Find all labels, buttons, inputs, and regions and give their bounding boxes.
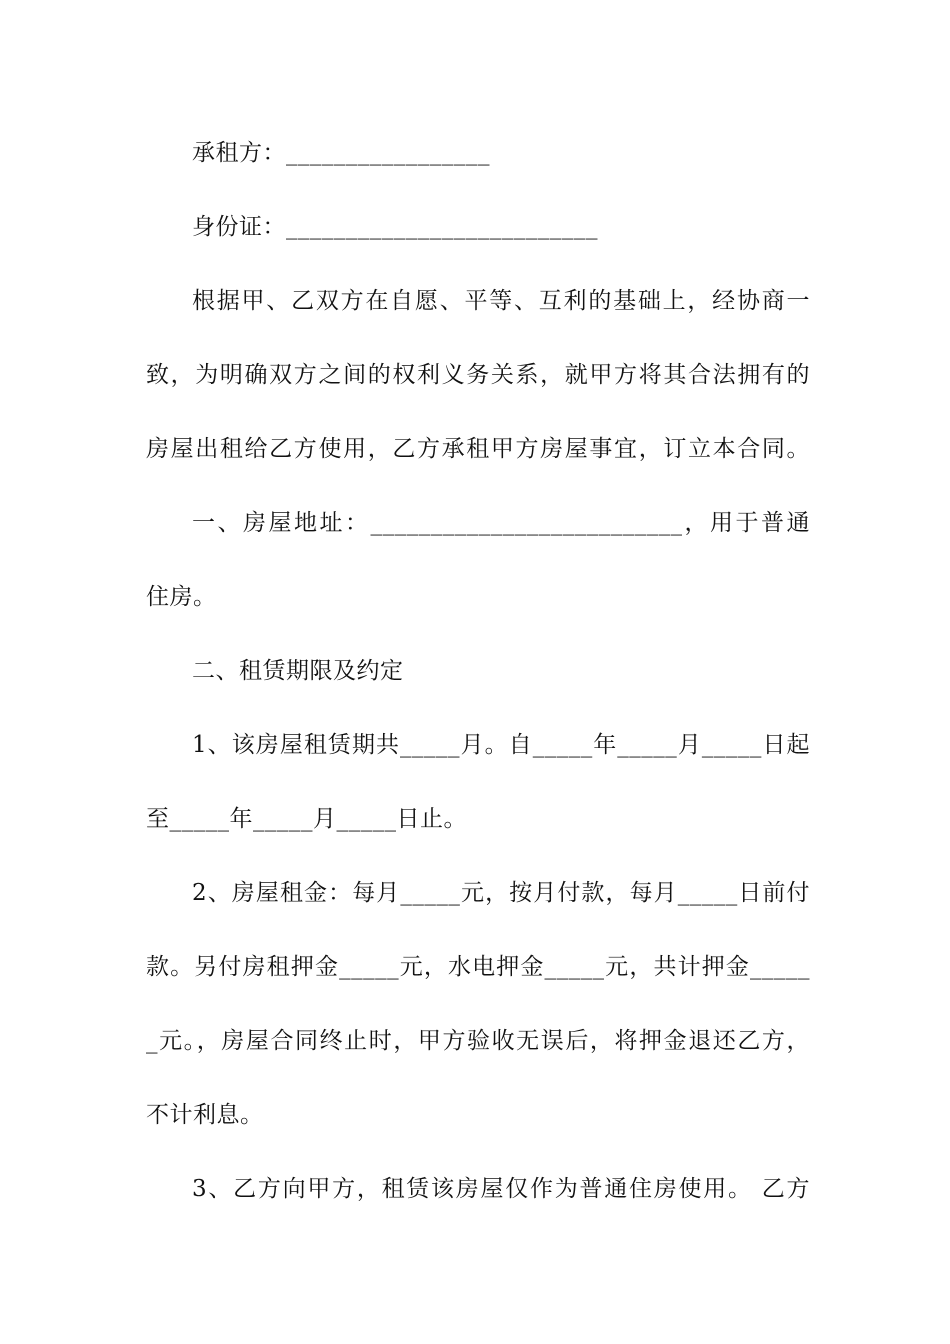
clause-1-line-1: 一、房屋地址：__________________________，用于普通	[192, 510, 810, 536]
clause-2-2-line-4: 不计利息。	[146, 1102, 264, 1128]
clause-1-line-2: 住房。	[146, 584, 217, 610]
lessee-line: 承租方：_________________	[192, 140, 490, 166]
clause-2-1-line-1: 1、该房屋租赁期共_____月。自_____年_____月_____日起	[192, 732, 810, 758]
id-card-line: 身份证：__________________________	[192, 214, 598, 240]
clause-2-2-line-2: 款。另付房租押金_____元，水电押金_____元，共计押金_____	[146, 954, 810, 980]
clause-2-1-line-2: 至_____年_____月_____日止。	[146, 806, 467, 832]
clause-2-2-line-3: _元。，房屋合同终止时，甲方验收无误后，将押金退还乙方，	[146, 1028, 810, 1054]
preamble-line-1: 根据甲、乙双方在自愿、平等、互利的基础上，经协商一	[192, 288, 810, 314]
clause-2-3-line-1: 3、乙方向甲方，租赁该房屋仅作为普通住房使用。 乙方	[192, 1176, 810, 1202]
preamble-line-3: 房屋出租给乙方使用，乙方承租甲方房屋事宜，订立本合同。	[146, 436, 810, 462]
clause-2-heading: 二、租赁期限及约定	[192, 658, 404, 684]
preamble-line-2: 致，为明确双方之间的权利义务关系，就甲方将其合法拥有的	[146, 362, 810, 388]
clause-2-2-line-1: 2、房屋租金：每月_____元，按月付款，每月_____日前付	[192, 880, 810, 906]
